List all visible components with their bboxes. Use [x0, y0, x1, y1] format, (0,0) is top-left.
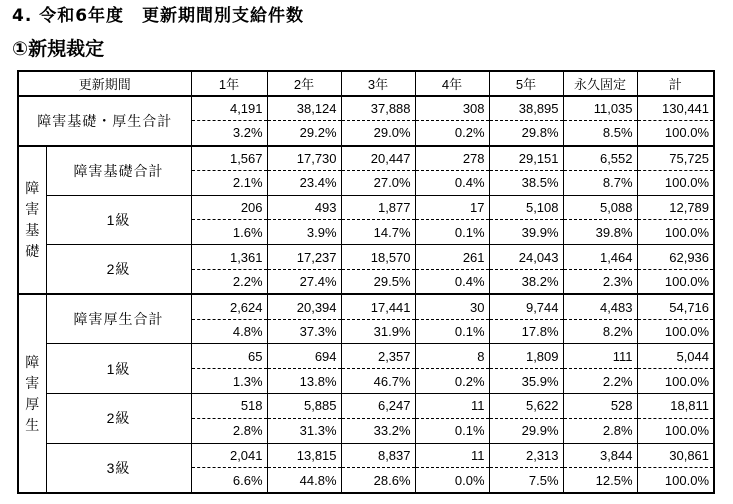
percent-cell: 100.0%: [637, 220, 714, 245]
count-cell: 518: [191, 394, 267, 419]
section-subtitle: ①新規裁定: [12, 38, 105, 60]
count-cell: 38,895: [489, 96, 563, 121]
percent-cell: 37.3%: [267, 319, 341, 344]
percent-cell: 2.8%: [191, 418, 267, 443]
percent-cell: 100.0%: [637, 121, 714, 146]
percent-cell: 0.4%: [415, 170, 489, 195]
percent-cell: 29.9%: [489, 418, 563, 443]
count-cell: 18,570: [341, 245, 415, 270]
count-cell: 65: [191, 344, 267, 369]
group-label-text: 障害厚生: [25, 353, 40, 433]
row-label: 2級: [46, 394, 191, 444]
count-cell: 20,394: [267, 294, 341, 319]
page-title: 4. 令和6年度 更新期間別支給件数: [12, 6, 305, 26]
count-cell: 1,809: [489, 344, 563, 369]
count-cell: 62,936: [637, 245, 714, 270]
percent-cell: 0.1%: [415, 418, 489, 443]
count-cell: 4,191: [191, 96, 267, 121]
table-row: [18, 195, 714, 220]
percent-cell: 29.8%: [489, 121, 563, 146]
header-col-4-year: 4年: [415, 71, 489, 96]
percent-cell: 14.7%: [341, 220, 415, 245]
percent-cell: 29.5%: [341, 270, 415, 295]
percent-cell: 7.5%: [489, 468, 563, 493]
percent-cell: 12.5%: [563, 468, 637, 493]
percent-cell: 23.4%: [267, 170, 341, 195]
row-label: 1級: [46, 344, 191, 394]
count-cell: 2,357: [341, 344, 415, 369]
count-cell: 694: [267, 344, 341, 369]
percent-cell: 0.4%: [415, 270, 489, 295]
row-label: 障害基礎合計: [46, 146, 191, 196]
row-label: 1級: [46, 195, 191, 245]
count-cell: 75,725: [637, 146, 714, 171]
percent-cell: 29.2%: [267, 121, 341, 146]
table-row: [18, 443, 714, 468]
percent-cell: 6.6%: [191, 468, 267, 493]
percent-cell: 8.7%: [563, 170, 637, 195]
table-row: [18, 394, 714, 419]
percent-cell: 3.2%: [191, 121, 267, 146]
row-label: 3級: [46, 443, 191, 493]
percent-cell: 100.0%: [637, 170, 714, 195]
percent-cell: 31.9%: [341, 319, 415, 344]
count-cell: 13,815: [267, 443, 341, 468]
header-row: [18, 71, 714, 96]
count-cell: 17,441: [341, 294, 415, 319]
row-label: 障害厚生合計: [46, 294, 191, 344]
percent-cell: 13.8%: [267, 369, 341, 394]
count-cell: 11: [415, 443, 489, 468]
percent-cell: 100.0%: [637, 468, 714, 493]
percent-cell: 100.0%: [637, 369, 714, 394]
percent-cell: 4.8%: [191, 319, 267, 344]
count-cell: 278: [415, 146, 489, 171]
percent-cell: 27.4%: [267, 270, 341, 295]
count-cell: 493: [267, 195, 341, 220]
count-cell: 6,247: [341, 394, 415, 419]
count-cell: 9,744: [489, 294, 563, 319]
count-cell: 2,624: [191, 294, 267, 319]
count-cell: 6,552: [563, 146, 637, 171]
count-cell: 30,861: [637, 443, 714, 468]
count-cell: 3,844: [563, 443, 637, 468]
percent-cell: 0.0%: [415, 468, 489, 493]
header-period-label: 更新期間: [18, 71, 191, 96]
percent-cell: 0.2%: [415, 369, 489, 394]
count-cell: 11: [415, 394, 489, 419]
header-col-permanent: 永久固定: [563, 71, 637, 96]
percent-cell: 33.2%: [341, 418, 415, 443]
count-cell: 2,313: [489, 443, 563, 468]
percent-cell: 46.7%: [341, 369, 415, 394]
count-cell: 8: [415, 344, 489, 369]
percent-cell: 8.5%: [563, 121, 637, 146]
count-cell: 37,888: [341, 96, 415, 121]
count-cell: 261: [415, 245, 489, 270]
percent-cell: 27.0%: [341, 170, 415, 195]
count-cell: 5,044: [637, 344, 714, 369]
header-col-2-year: 2年: [267, 71, 341, 96]
percent-cell: 39.9%: [489, 220, 563, 245]
count-cell: 2,041: [191, 443, 267, 468]
table-row: [18, 96, 714, 121]
percent-cell: 38.5%: [489, 170, 563, 195]
group-label-welfare: [18, 294, 46, 492]
count-cell: 111: [563, 344, 637, 369]
percent-cell: 1.3%: [191, 369, 267, 394]
percent-cell: 38.2%: [489, 270, 563, 295]
percent-cell: 1.6%: [191, 220, 267, 245]
count-cell: 5,885: [267, 394, 341, 419]
table-row: [18, 146, 714, 171]
count-cell: 54,716: [637, 294, 714, 319]
count-cell: 1,877: [341, 195, 415, 220]
count-cell: 12,789: [637, 195, 714, 220]
percent-cell: 35.9%: [489, 369, 563, 394]
percent-cell: 44.8%: [267, 468, 341, 493]
header-col-5-year: 5年: [489, 71, 563, 96]
count-cell: 4,483: [563, 294, 637, 319]
percent-cell: 2.1%: [191, 170, 267, 195]
percent-cell: 100.0%: [637, 418, 714, 443]
count-cell: 1,361: [191, 245, 267, 270]
count-cell: 1,567: [191, 146, 267, 171]
count-cell: 30: [415, 294, 489, 319]
percent-cell: 2.3%: [563, 270, 637, 295]
count-cell: 17,237: [267, 245, 341, 270]
percent-cell: 3.9%: [267, 220, 341, 245]
count-cell: 38,124: [267, 96, 341, 121]
count-cell: 29,151: [489, 146, 563, 171]
count-cell: 308: [415, 96, 489, 121]
count-cell: 528: [563, 394, 637, 419]
count-cell: 130,441: [637, 96, 714, 121]
percent-cell: 100.0%: [637, 270, 714, 295]
count-cell: 20,447: [341, 146, 415, 171]
count-cell: 17,730: [267, 146, 341, 171]
count-cell: 5,108: [489, 195, 563, 220]
percent-cell: 2.8%: [563, 418, 637, 443]
percent-cell: 2.2%: [563, 369, 637, 394]
percent-cell: 17.8%: [489, 319, 563, 344]
count-cell: 8,837: [341, 443, 415, 468]
count-cell: 5,622: [489, 394, 563, 419]
count-cell: 206: [191, 195, 267, 220]
count-cell: 17: [415, 195, 489, 220]
percent-cell: 31.3%: [267, 418, 341, 443]
count-cell: 24,043: [489, 245, 563, 270]
percent-cell: 39.8%: [563, 220, 637, 245]
group-label-basic: [18, 146, 46, 295]
percent-cell: 28.6%: [341, 468, 415, 493]
table-row: [18, 245, 714, 270]
data-table: [17, 70, 715, 494]
percent-cell: 29.0%: [341, 121, 415, 146]
row-label-grand-total: 障害基礎・厚生合計: [18, 96, 191, 146]
percent-cell: 100.0%: [637, 319, 714, 344]
header-col-3-year: 3年: [341, 71, 415, 96]
percent-cell: 8.2%: [563, 319, 637, 344]
table-row: [18, 344, 714, 369]
percent-cell: 0.2%: [415, 121, 489, 146]
count-cell: 5,088: [563, 195, 637, 220]
percent-cell: 0.1%: [415, 220, 489, 245]
count-cell: 11,035: [563, 96, 637, 121]
percent-cell: 0.1%: [415, 319, 489, 344]
count-cell: 18,811: [637, 394, 714, 419]
table-row: [18, 294, 714, 319]
group-label-text: 障害基礎: [25, 179, 40, 259]
header-col-1-year: 1年: [191, 71, 267, 96]
header-col-total: 計: [637, 71, 714, 96]
row-label: 2級: [46, 245, 191, 295]
percent-cell: 2.2%: [191, 270, 267, 295]
count-cell: 1,464: [563, 245, 637, 270]
